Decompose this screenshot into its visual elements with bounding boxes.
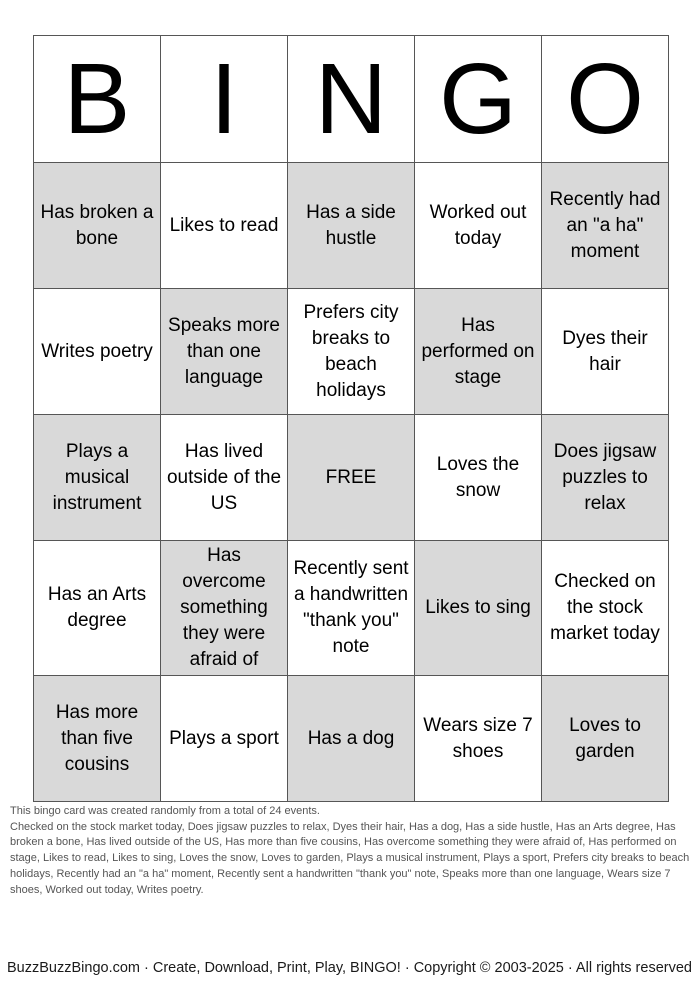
bingo-cell-r2-c5[interactable]: Dyes their hair <box>542 289 669 415</box>
bingo-header-letter-o: O <box>542 36 669 163</box>
bingo-cell-r5-c2[interactable]: Plays a sport <box>161 676 288 802</box>
bingo-row-1 <box>34 163 669 289</box>
bingo-cell-r2-c1[interactable]: Writes poetry <box>34 289 161 415</box>
bingo-cell-r4-c4[interactable]: Likes to sing <box>415 541 542 676</box>
bingo-header-letter-g: G <box>415 36 542 163</box>
bingo-row-3 <box>34 415 669 541</box>
bingo-header-row <box>34 36 669 163</box>
bingo-cell-r3-c5[interactable]: Does jigsaw puzzles to relax <box>542 415 669 541</box>
bingo-card <box>33 35 669 802</box>
bingo-cell-r2-c4[interactable]: Has performed on stage <box>415 289 542 415</box>
bingo-header-letter-b: B <box>34 36 161 163</box>
bingo-cell-r4-c3[interactable]: Recently sent a handwritten "thank you" note <box>288 541 415 676</box>
bingo-cell-r2-c3[interactable]: Prefers city breaks to beach holidays <box>288 289 415 415</box>
bingo-cell-r2-c2[interactable]: Speaks more than one language <box>161 289 288 415</box>
notes-events-list: Checked on the stock market today, Does jigsaw puzzles to relax, Dyes their hair, Has a dog, Has a side hustle, Has an Arts degree, Has broken a bone, Has lived outside of the US, Has more than five cousins, Has overcome something they were afraid of, Has performed on stage, Likes to read, Likes to sing, Loves the snow, Loves to garden, Plays a musical instrument, Plays a sport, Prefers city breaks to beach holidays, Recently had an "a ha" moment, Recently sent a handwritten "thank you" note, Speaks more than one language, Wears size 7 shoes, Worked out today, Writes poetry. <box>10 820 690 896</box>
bingo-row-2 <box>34 289 669 415</box>
bingo-cell-r3-c4[interactable]: Loves the snow <box>415 415 542 541</box>
notes-intro: This bingo card was created randomly from a total of 24 events. <box>10 805 320 817</box>
bingo-row-4 <box>34 541 669 676</box>
bingo-cell-r1-c1[interactable]: Has broken a bone <box>34 163 161 289</box>
bingo-cell-r1-c2[interactable]: Likes to read <box>161 163 288 289</box>
bingo-cell-r5-c3[interactable]: Has a dog <box>288 676 415 802</box>
bingo-cell-r1-c5[interactable]: Recently had an "a ha" moment <box>542 163 669 289</box>
bingo-row-5 <box>34 676 669 802</box>
bingo-cell-r4-c5[interactable]: Checked on the stock market today <box>542 541 669 676</box>
footer-text: BuzzBuzzBingo.com · Create, Download, Print, Play, BINGO! · Copyright © 2003-2025 · All rights reserved <box>7 960 692 976</box>
bingo-cell-r4-c1[interactable]: Has an Arts degree <box>34 541 161 676</box>
bingo-cell-r5-c4[interactable]: Wears size 7 shoes <box>415 676 542 802</box>
bingo-cell-r3-c2[interactable]: Has lived outside of the US <box>161 415 288 541</box>
bingo-cell-r3-c1[interactable]: Plays a musical instrument <box>34 415 161 541</box>
bingo-header-letter-n: N <box>288 36 415 163</box>
bingo-cell-r3-c3-free[interactable]: FREE <box>288 415 415 541</box>
bingo-cell-r5-c5[interactable]: Loves to garden <box>542 676 669 802</box>
bingo-header-letter-i: I <box>161 36 288 163</box>
bingo-cell-r5-c1[interactable]: Has more than five cousins <box>34 676 161 802</box>
bingo-cell-r4-c2[interactable]: Has overcome something they were afraid of <box>161 541 288 676</box>
bingo-cell-r1-c4[interactable]: Worked out today <box>415 163 542 289</box>
bingo-cell-r1-c3[interactable]: Has a side hustle <box>288 163 415 289</box>
card-notes <box>10 804 694 898</box>
